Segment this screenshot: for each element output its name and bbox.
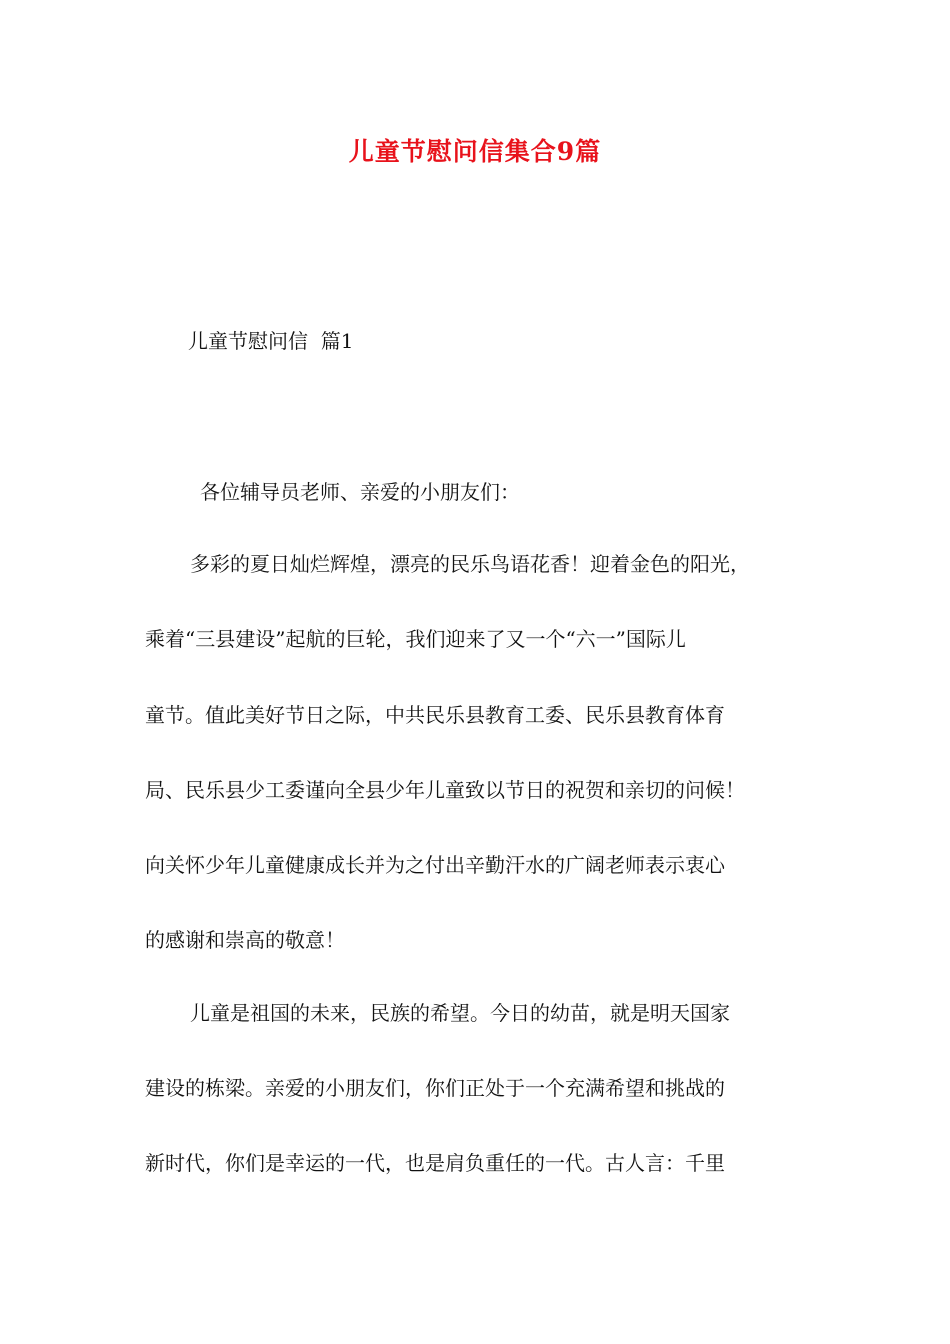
paragraph-line: 童节。值此美好节日之际，中共民乐县教育工委、民乐县教育体育: [145, 703, 725, 727]
paragraph-line: 局、民乐县少工委谨向全县少年儿童致以节日的祝贺和亲切的问候！: [145, 778, 745, 802]
paragraph-line: 建设的栋梁。亲爱的小朋友们，你们正处于一个充满希望和挑战的: [145, 1076, 725, 1100]
paragraph-line: 的感谢和崇高的敬意！: [145, 928, 345, 952]
paragraph-line: 新时代，你们是幸运的一代，也是肩负重任的一代。古人言：千里: [145, 1151, 725, 1175]
paragraph-line: 儿童是祖国的未来，民族的希望。今日的幼苗，就是明天国家: [190, 1001, 730, 1025]
paragraph-line: 向关怀少年儿童健康成长并为之付出辛勤汗水的广阔老师表示衷心: [145, 853, 725, 877]
document-title: 儿童节慰问信集合9篇: [348, 137, 602, 166]
section-heading: 儿童节慰问信 篇1: [188, 329, 354, 353]
paragraph-line: 多彩的夏日灿烂辉煌，漂亮的民乐鸟语花香！迎着金色的阳光，: [190, 552, 750, 576]
salutation: 各位辅导员老师、亲爱的小朋友们：: [200, 480, 520, 504]
paragraph-line: 乘着“三县建设”起航的巨轮，我们迎来了又一个“六一”国际儿: [145, 627, 686, 651]
